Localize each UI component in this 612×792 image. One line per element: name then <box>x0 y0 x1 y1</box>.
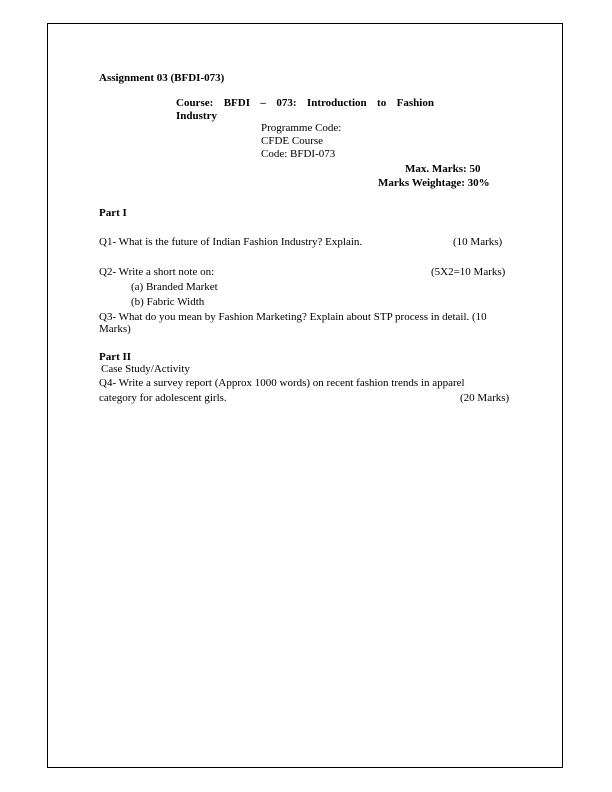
course-word: Introduction <box>306 97 367 109</box>
question-2-item-b: (b) Fabric Width <box>131 296 205 308</box>
question-1-marks: (10 Marks) <box>453 236 503 248</box>
question-2-item-a: (a) Branded Market <box>131 281 218 293</box>
max-marks: Max. Marks: 50 <box>405 163 481 175</box>
course-word: – <box>260 97 266 109</box>
course-word: Course: <box>176 97 214 109</box>
course-word: Fashion <box>396 97 434 109</box>
marks-weightage: Marks Weightage: 30% <box>378 177 490 189</box>
course-word: BFDI <box>223 97 250 109</box>
question-4-marks: (20 Marks) <box>460 392 510 404</box>
part-two-subtitle: Case Study/Activity <box>101 363 190 375</box>
course-word: 073: <box>276 97 297 109</box>
question-3: Q3- What do you mean by Fashion Marketing? Explain about STP process in detail. (10 <box>99 311 487 323</box>
programme-course-name: CFDE Course <box>261 135 324 147</box>
question-4-continued: category for adolescent girls. <box>99 392 227 404</box>
part-one-title: Part I <box>99 207 127 219</box>
question-1: Q1- What is the future of Indian Fashion Industry? Explain. <box>99 236 363 248</box>
question-4: Q4- Write a survey report (Approx 1000 words) on recent fashion trends in apparel <box>99 377 465 389</box>
course-word: to <box>377 97 387 109</box>
assignment-title: Assignment 03 (BFDI-073) <box>99 72 225 84</box>
part-two-title: Part II <box>99 351 132 363</box>
question-3-continued: Marks) <box>99 323 131 335</box>
question-2: Q2- Write a short note on: <box>99 266 215 278</box>
course-heading <box>176 97 434 110</box>
course-code: Code: BFDI-073 <box>261 148 336 160</box>
course-heading-continued: Industry <box>176 110 217 122</box>
programme-code-label: Programme Code: <box>261 122 342 134</box>
question-2-marks: (5X2=10 Marks) <box>431 266 506 278</box>
